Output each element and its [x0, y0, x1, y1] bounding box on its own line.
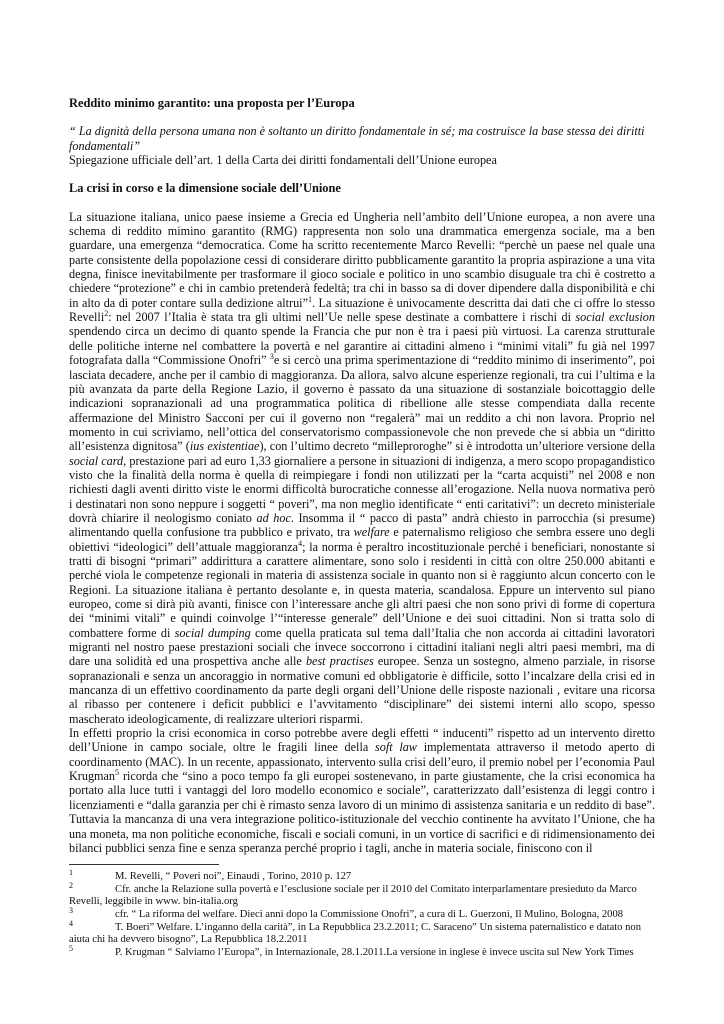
footnote-separator: [69, 864, 219, 865]
text-run: : nel 2007 l’Italia è stata tra gli ultimi nell’Ue nelle spese destinate a combattere i rischi di: [108, 310, 576, 325]
document-title: Reddito minimo garantito: una proposta per l’Europa: [69, 96, 355, 110]
footnote-text: cfr. “ La riforma del welfare. Dieci anni dopo la Commissione Onofri”, a cura di L. Guerzoni, Il Mulino, Bologna, 2008: [115, 908, 624, 920]
footnote-3: [69, 905, 655, 922]
text-run: europee. Senza un sostegno, almeno parziale, in risorse sopranazionali e senza un ancoraggio in normative comuni ed obbligatorie è difficile, sotto l’incalzare della crisi ed in mancanza di un effettivo coordinamento da parte degli organi dell’Unione delle risposte nazionali , evitare una ricorsa al ribasso per contenere i deficit pubblici e l’avvitamento “disciplinare” dei sistemi interni allo scopo, spesso mascherato ideologicamente, di realizzare ulteriori risparmi.: [69, 654, 656, 726]
footnote-ref: 1: [307, 294, 312, 304]
epigraph-source: Spiegazione ufficiale dell’art. 1 della Carta dei diritti fondamentali dell’Unione europea: [69, 153, 497, 168]
footnote-number: 5: [69, 943, 73, 953]
text-run: In effetti proprio la crisi economica in corso potrebbe avere degli effetti “ inducenti” rispetto ad un intervento diretto dell’Unione in campo sociale, oltre le fragili linee della: [69, 726, 655, 755]
italic-term: social exclusion: [575, 310, 655, 325]
footnote-5: [69, 943, 655, 960]
footnote-number: 3: [69, 905, 73, 915]
text-run: implementata attraverso il metodo aperto di coordinamento (MAC). In un recente, appassionato, intervento sulla crisi dell’euro, il premio nobel per l’economia Paul Krugman: [69, 740, 656, 784]
italic-term: social dumping: [174, 625, 251, 640]
text-run: ), con l’ultimo decreto “milleproroghe” si è introdotta un’ulteriore versione della: [259, 439, 655, 454]
footnote-text: M. Revelli, “ Poveri noi”, Einaudi , Torino, 2010 p. 127: [115, 871, 352, 883]
italic-term: ad hoc: [256, 510, 291, 525]
footnotes: [69, 868, 655, 959]
footnote-2: [69, 880, 655, 909]
section-title: La crisi in corso e la dimensione sociale dell’Unione: [69, 181, 341, 196]
footnote-ref: 2: [104, 309, 109, 319]
italic-term: ius existentiae: [189, 439, 260, 454]
footnote-number: 2: [69, 880, 73, 890]
italic-term: best practises: [305, 654, 374, 669]
document-page: [69, 96, 655, 959]
text-run: e si cercò una prima sperimentazione di “reddito minimo di inserimento”, poi lasciata decadere, anche per il cambio di maggioranza. Da allora, salvo alcune esperienze regionali, tra cui l’ultima e la più avanzata da parte della Regione Lazio, il governo è passato da una situazione di sostanziale boicottaggio delle indicazioni sopranazionali ad una programmatica politica di ribellione alle stesse compendiata dalla recente affermazione del Ministro Sacconi per cui il governo non “regalerà” mai un reddito a chi non lavora. Proprio nel momento in cui scriviamo, nell’ottica del conservatorismo compassionevole che non prevede che si abbia un “diritto all’esistenza dignitosa” (: [69, 353, 656, 454]
italic-term: soft law: [374, 740, 417, 755]
epigraph-quote: “ La dignità della persona umana non è soltanto un diritto fondamentale in sé; ma costruisce la base stessa dei diritti fondamentali”: [69, 124, 645, 153]
footnote-ref: 5: [115, 768, 120, 778]
text-run: e paternalismo religioso che sembra essere uno degli obiettivi “ideologici” dell’attuale maggioranza: [69, 525, 655, 554]
text-run: ricorda che “sino a poco tempo fa gli europei sostenevano, in parte giustamente, che la crisi economica ha portato alla luce tutti i vantaggi del loro modello economico e sociale”, caratterizzato dall’esistenza di leggi contro i licenziamenti e “dalla garanzia per chi è rimasto senza lavoro di un minimo di assistenza sanitaria e un reddito di base”. Tuttavia la mancanza di una vera integrazione politico-istituzionale del vecchio continente ha avvitato l’Unione, che ha una moneta, ma non politiche economiche, fiscali e sociali comuni, in un vortice di sacrifici e di ridimensionamento dei bilanci pubblici senza fine e senza speranza perché proprio i tagli, anche in materia sociale, finiscono con il: [69, 769, 655, 855]
body-paragraph-1: [69, 210, 655, 726]
text-run: , prestazione pari ad euro 1,33 giornaliere a persone in situazioni di indigenza, a mero scopo propagandistico visto che la finalità della norma è quella di reimpiegare i fondi non utilizzati per la “carta acquisti” nel 2008 e non richiesti dagli aventi diritto viste le enormi difficoltà burocratiche connesse all’erogazione. Nella nuova normativa però i destinatari non sono neppure i soggetti “ poveri”, ma non meglio identificate “ enti caritativi”: un decreto ministeriale dovrà chiarire il neologismo coniato: [69, 453, 656, 525]
footnote-1: [69, 868, 655, 884]
body-paragraph-2: [69, 726, 655, 855]
text-run: come quella praticata sul tema dall’Italia che non accorda ai cittadini lavoratori migranti nel nostro paese prestazioni sociali che invece soccorrono i cittadini italiani negli altri paesi membri, ma di dare una solidità ed una prospettiva anche alle: [69, 625, 655, 669]
text-run: ; la norma è peraltro incostituzionale perché i beneficiari, nonostante si tratti di bisogni “primari” addirittura a carattere alimentare, sono solo i residenti in città con oltre 250.000 abitanti e perché viola le competenze regionali in materia di assistenza sociale in quanto non si è raggiunto alcun concerto con le Regioni. La situazione italiana è pertanto desolante e, in questa materia, scandalosa. Eppure un intervento sul piano europeo, come si dirà più avanti, finisce con l’interessare anche gli altri paesi che non sono privi di forme di copertura dei “minimi vitali” e quindi coinvolge l’“interesse generale” dell’Unione e dei suoi cittadini. Non si tratta solo di combattere forme di: [69, 539, 655, 640]
footnote-text: Cfr. anche la Relazione sulla povertà e l’esclusione sociale per il 2010 del Comitato interparlamentare presieduto da Marco Revelli, leggibile in www. bin-italia.org: [69, 883, 637, 908]
footnote-4: [69, 918, 655, 947]
text-run: . La situazione è univocamente descritta dai dati che ci offre lo stesso Revelli: [69, 295, 655, 325]
text-run: La situazione italiana, unico paese insieme a Grecia ed Ungheria nell’ambito dell’Unione europea, a non avere una schema di reddito mimino garantito (RMG) rappresenta non solo una drammatica emergenza sociale, ma a ben guardare, una emergenza “democratica. Come ha scritto recentemente Marco Revelli: “perchè un paese nel quale una parte consistente della popolazione cessi di considerare diritto pubblicamente garantito la propria aspirazione a una vita degna, finisce inevitabilmente per trasformare il gioco sociale e politico in uno scambio disuguale tra chi è costretto a chiedere “protezione” e chi in cambio pretenderà fedeltà; tra chi in basso sa di dover dipendere dalla disponibilità e chi in alto da di poter contare sulla dedizione altrui”: [69, 209, 655, 310]
text-run: . Insomma il “ pacco di pasta” andrà chiesto in parrocchia (si presume) alimentando quella confusione tra pubblico e privato, tra: [69, 510, 655, 540]
text-run: spendendo circa un decimo di quanto spende la Francia che pur non è tra i paesi più virtuosi. La carenza strutturale delle politiche interne nel combattere la povertà e nel garantire ai cittadini almeno i “minimi vitali” fu già nel 1997 fotografata dalla “Commissione Onofri”: [69, 324, 655, 368]
footnote-text: P. Krugman “ Salviamo l’Europa”, in Internazionale, 28.1.2011.La versione in inglese è invece uscita sul New York Times: [115, 946, 634, 958]
italic-term: welfare: [353, 525, 390, 540]
italic-term: social card: [69, 453, 124, 468]
footnote-text: T. Boeri” Welfare. L’inganno della carità”, in La Repubblica 23.2.2011; C. Saraceno” Un sistema paternalistico e datato non aiuta chi ha devvero bisogno”, La Repubblica 18.2.2011: [69, 921, 642, 946]
footnote-ref: 4: [298, 538, 303, 548]
footnote-ref: 3: [269, 352, 274, 362]
footnote-number: 4: [69, 918, 73, 928]
footnote-number: 1: [69, 868, 73, 878]
